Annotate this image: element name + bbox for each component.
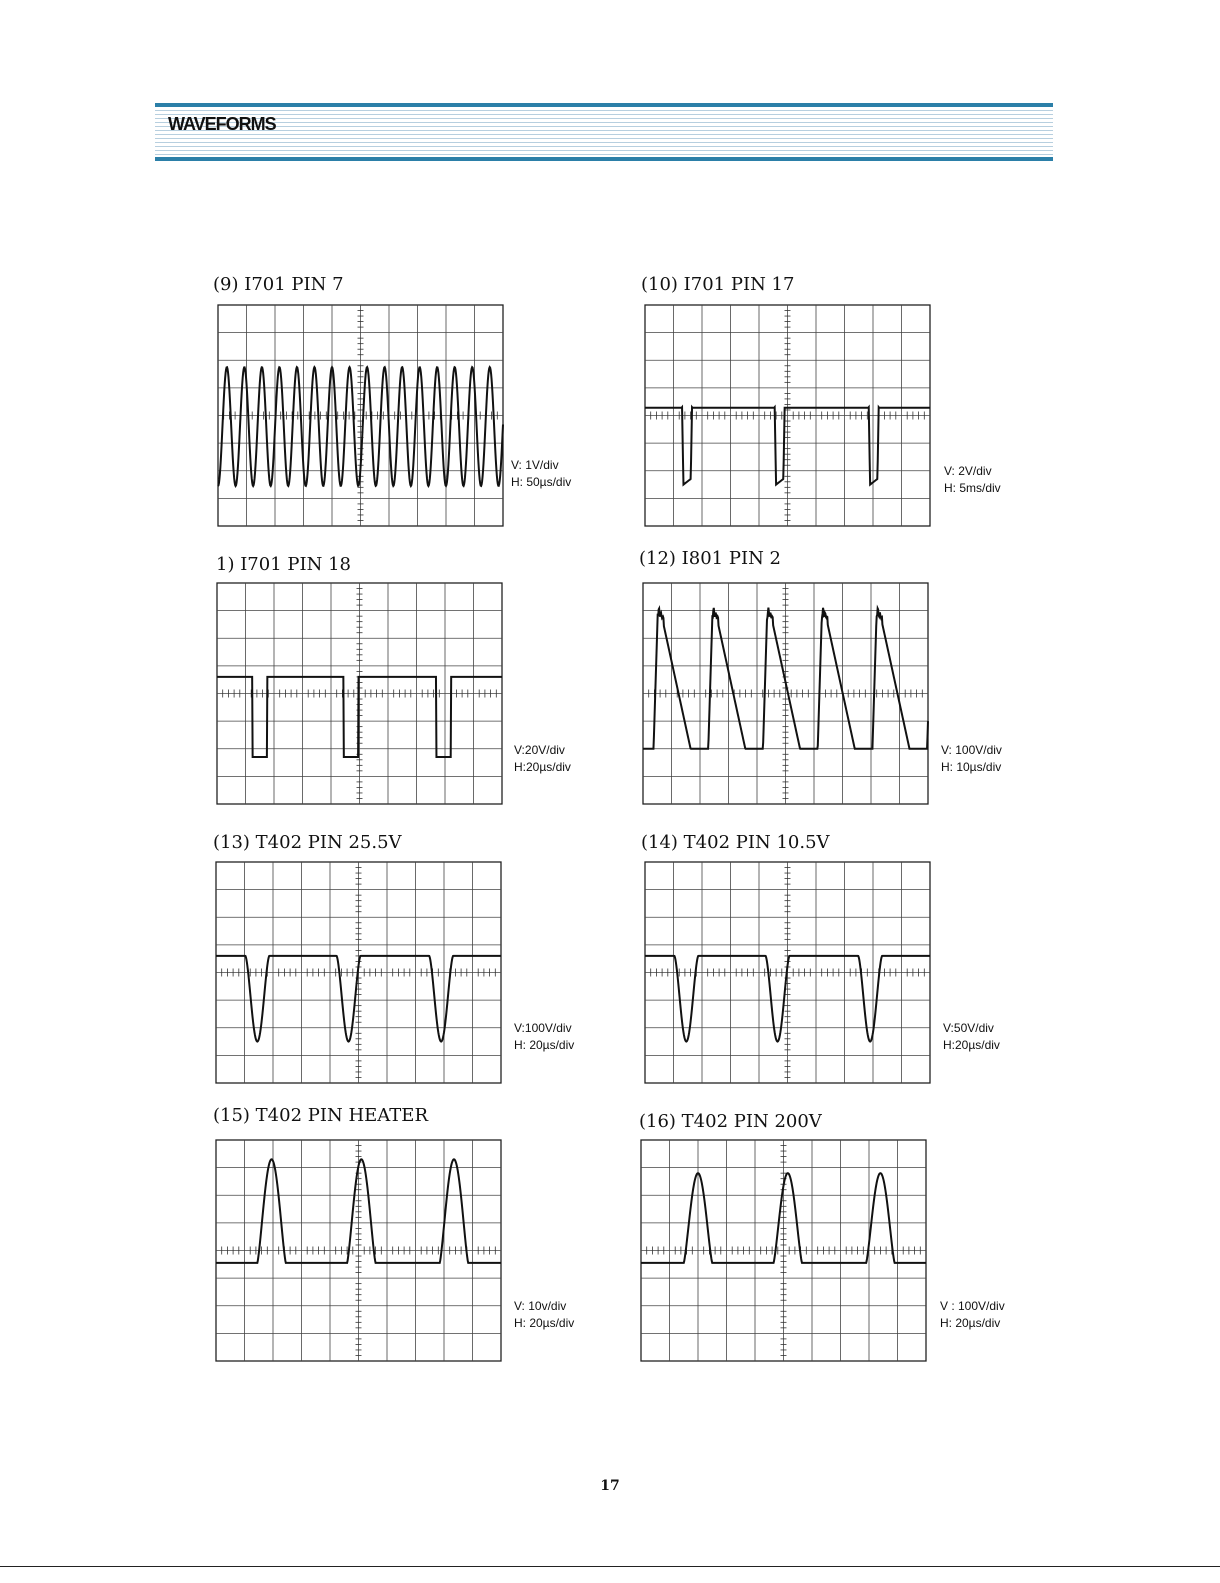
scale-label-16 xyxy=(940,1298,1005,1332)
page-number: 17 xyxy=(600,1478,620,1494)
oscilloscope-screen-10 xyxy=(644,304,931,527)
bottom-rule xyxy=(0,1566,1220,1567)
scale-label-10 xyxy=(944,463,1001,497)
scale-label-12 xyxy=(941,742,1002,776)
horizontal-scale: H: 20µs/div xyxy=(514,1038,575,1052)
header-stripes xyxy=(155,107,1053,157)
horizontal-scale: H: 5ms/div xyxy=(944,481,1001,495)
horizontal-scale: H:20µs/div xyxy=(514,760,571,774)
horizontal-scale: H:20µs/div xyxy=(943,1038,1000,1052)
section-title: WAVEFORMS xyxy=(168,114,276,134)
panel-title-9: (9) I701 PIN 7 xyxy=(213,274,344,295)
oscilloscope-screen-16 xyxy=(640,1139,927,1362)
graticule xyxy=(643,583,928,804)
scale-label-14 xyxy=(943,1020,1000,1054)
vertical-scale: V:50V/div xyxy=(943,1021,994,1035)
graticule xyxy=(217,583,502,804)
section-header xyxy=(155,103,1053,161)
vertical-scale: V: 2V/div xyxy=(944,464,992,478)
oscilloscope-screen-11 xyxy=(216,582,503,805)
oscilloscope-screen-15 xyxy=(215,1139,502,1362)
vertical-scale: V:20V/div xyxy=(514,743,565,757)
panel-title-12: (12) I801 PIN 2 xyxy=(639,548,782,569)
oscilloscope-screen-12 xyxy=(642,582,929,805)
horizontal-scale: H: 20µs/div xyxy=(940,1316,1001,1330)
vertical-scale: V: 10v/div xyxy=(514,1299,567,1313)
graticule xyxy=(218,305,503,526)
oscilloscope-screen-13 xyxy=(215,861,502,1084)
horizontal-scale: H: 20µs/div xyxy=(514,1316,575,1330)
panel-title-14: (14) T402 PIN 10.5V xyxy=(641,832,830,853)
scale-label-9 xyxy=(511,457,571,491)
graticule xyxy=(645,305,930,526)
oscilloscope-screen-9 xyxy=(217,304,504,527)
vertical-scale: V: 100V/div xyxy=(941,743,1002,757)
scale-label-15 xyxy=(514,1298,574,1332)
graticule xyxy=(641,1140,926,1361)
panel-title-13: (13) T402 PIN 25.5V xyxy=(213,832,402,853)
vertical-scale: V : 100V/div xyxy=(940,1299,1005,1313)
panel-title-15: (15) T402 PIN HEATER xyxy=(213,1105,428,1126)
oscilloscope-screen-14 xyxy=(644,861,931,1084)
panel-title-10: (10) I701 PIN 17 xyxy=(641,274,795,295)
vertical-scale: V:100V/div xyxy=(514,1021,572,1035)
scale-label-13 xyxy=(514,1020,574,1054)
vertical-scale: V: 1V/div xyxy=(511,458,559,472)
panel-title-16: (16) T402 PIN 200V xyxy=(639,1111,822,1132)
panel-title-11: 1) I701 PIN 18 xyxy=(216,554,351,575)
horizontal-scale: H: 10µs/div xyxy=(941,760,1002,774)
scale-label-11 xyxy=(514,742,571,776)
header-bottom-rule xyxy=(155,157,1053,161)
horizontal-scale: H: 50µs/div xyxy=(511,475,572,489)
